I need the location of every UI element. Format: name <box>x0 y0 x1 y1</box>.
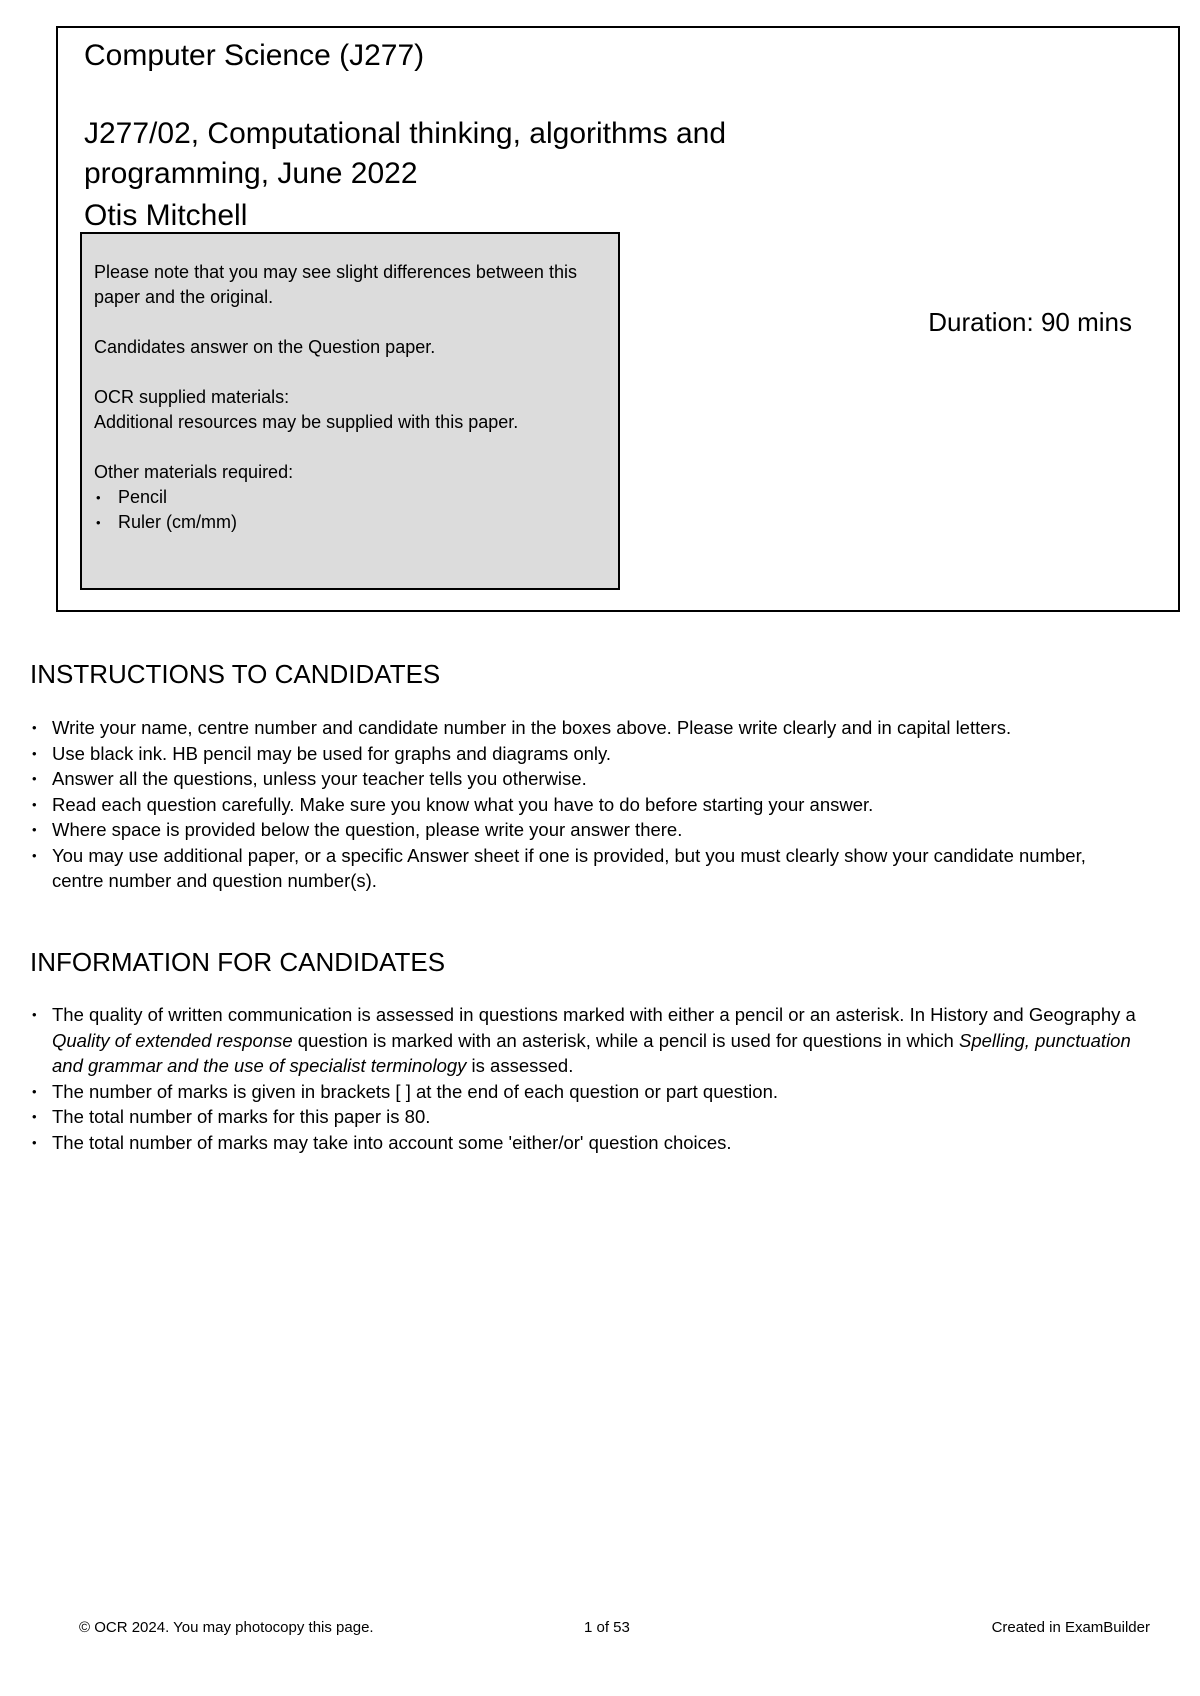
instruction-item: • Answer all the questions, unless your teacher tells you otherwise. <box>30 766 1140 792</box>
duration-label: Duration: <box>928 307 1034 337</box>
notes-box <box>80 232 620 590</box>
instructions-list <box>30 715 1140 894</box>
instruction-item: • Where space is provided below the question, please write your answer there. <box>30 817 1140 843</box>
information-item: • The total number of marks for this paper is 80. <box>30 1104 1140 1130</box>
supplied-materials-label: OCR supplied materials: <box>94 387 290 407</box>
footer-page-number: 1 of 53 <box>584 1619 630 1636</box>
qwc-italic-2: Spelling, punctuation and grammar and the use of specialist terminology <box>52 1029 1131 1076</box>
required-item-pencil: • Pencil <box>94 485 606 510</box>
answer-note: Candidates answer on the Question paper. <box>94 337 436 357</box>
instruction-item: • Write your name, centre number and candidate number in the boxes above. Please write clearly and in capital letters. <box>30 715 1140 741</box>
instruction-item: • Read each question carefully. Make sure you know what you have to do before starting your answer. <box>30 792 1140 818</box>
paper-title: J277/02, Computational thinking, algorithms and programming, June 2022 <box>84 117 727 190</box>
supplied-materials-text: Additional resources may be supplied with this paper. <box>94 412 519 432</box>
information-item-qwc <box>30 1002 1140 1079</box>
information-list <box>30 1002 1140 1155</box>
required-materials-label: Other materials required: <box>94 462 294 482</box>
qwc-text-2: question is marked with an asterisk, while a pencil is used for questions in which <box>292 1029 959 1051</box>
qwc-text-1: The quality of written communication is assessed in questions marked with either a pencil or an asterisk. In History and Geography a <box>52 1004 1136 1025</box>
duration-value: 90 mins <box>1040 307 1132 337</box>
instruction-item: • Use black ink. HB pencil may be used for graphs and diagrams only. <box>30 741 1140 767</box>
qwc-italic-1: Quality of extended response <box>52 1029 293 1051</box>
qwc-text-3: is assessed. <box>466 1055 574 1076</box>
required-item-ruler: • Ruler (cm/mm) <box>94 510 606 535</box>
required-materials-list <box>94 485 606 535</box>
footer-copyright: © OCR 2024. You may photocopy this page. <box>79 1619 374 1636</box>
candidate-name: Otis Mitchell <box>84 199 248 232</box>
difference-note: Please note that you may see slight differences between this paper and the original. <box>94 262 577 307</box>
information-item: • The number of marks is given in brackets [ ] at the end of each question or part question. <box>30 1079 1140 1105</box>
header-box <box>56 26 1180 612</box>
instruction-item: • You may use additional paper, or a specific Answer sheet if one is provided, but you must clearly show your candidate number, centre number and question number(s). <box>30 843 1140 894</box>
footer-created: Created in ExamBuilder <box>991 1619 1150 1636</box>
duration <box>928 306 1132 338</box>
information-heading: INFORMATION FOR CANDIDATES <box>30 947 446 977</box>
instructions-heading: INSTRUCTIONS TO CANDIDATES <box>30 659 441 689</box>
subject-title: Computer Science (J277) <box>84 39 425 72</box>
information-item: • The total number of marks may take into account some 'either/or' question choices. <box>30 1130 1140 1156</box>
